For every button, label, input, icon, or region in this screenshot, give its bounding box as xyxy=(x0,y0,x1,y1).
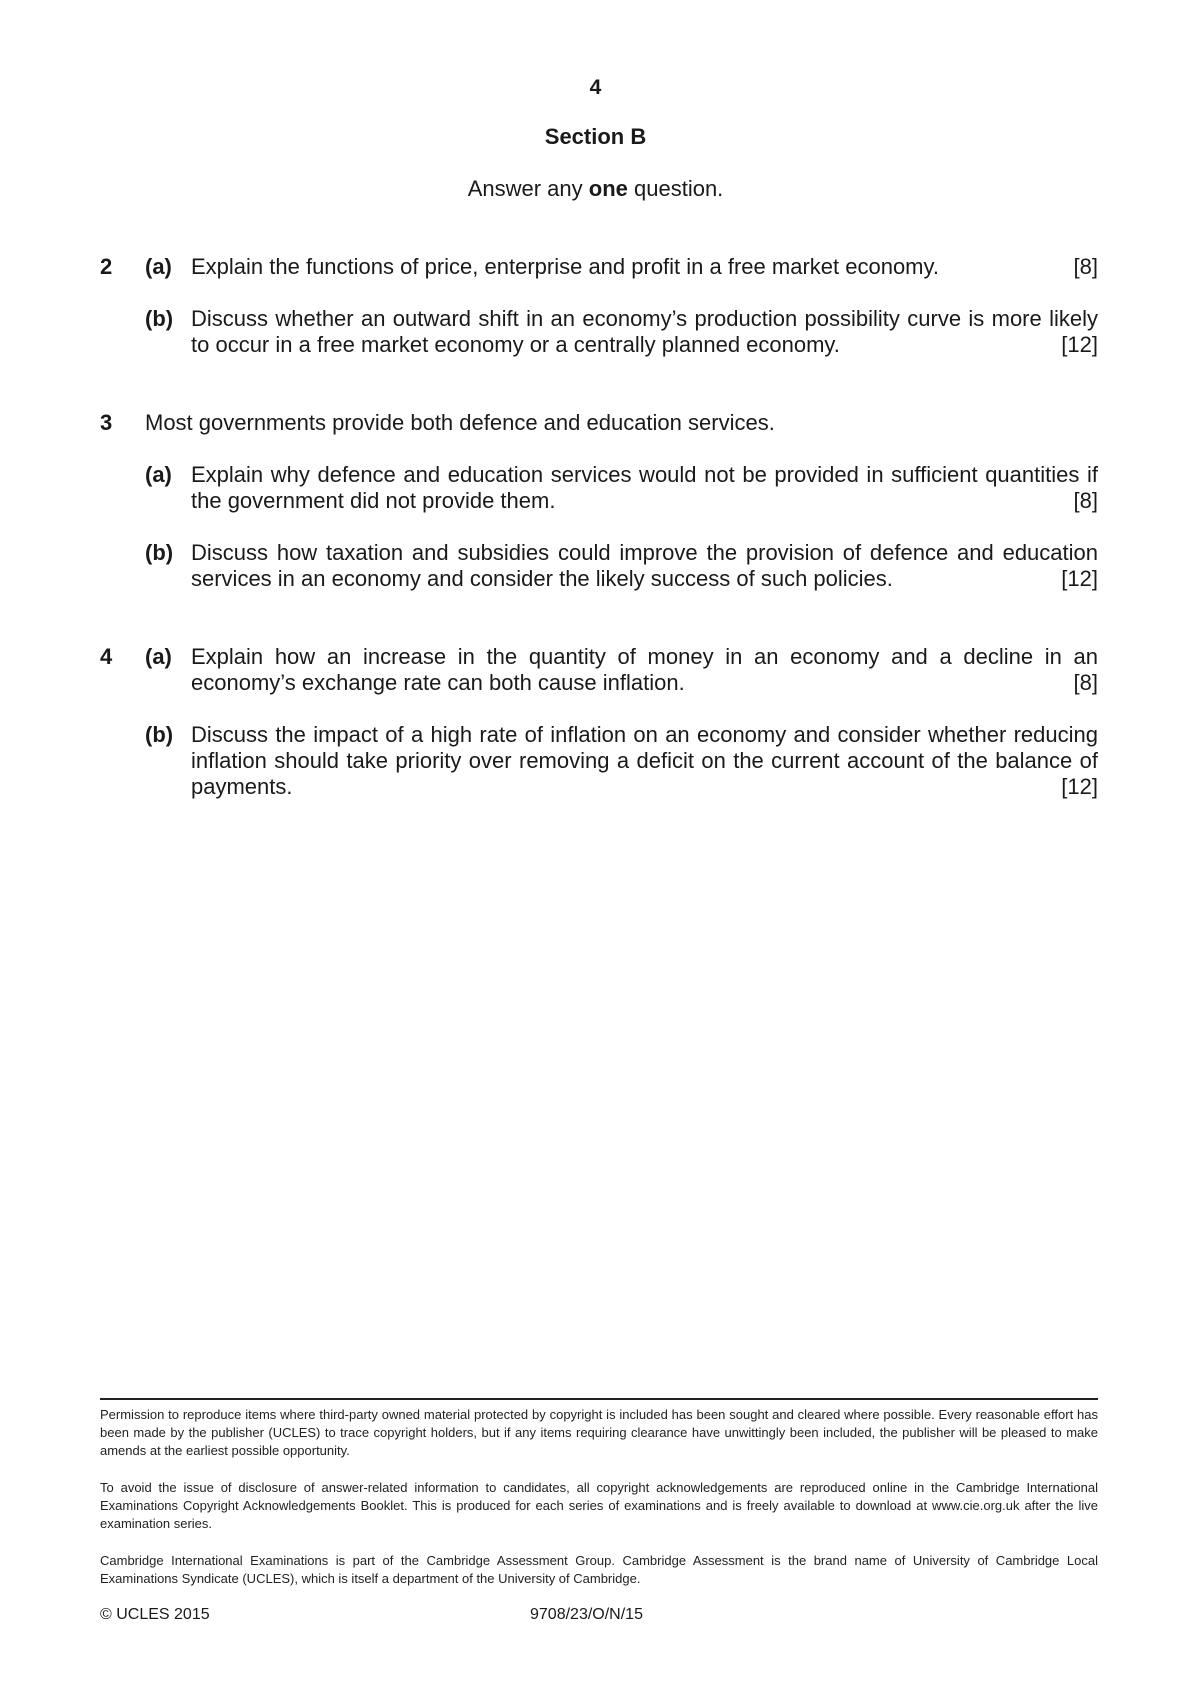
part-line: economy’s exchange rate can both cause inflation. xyxy=(191,670,685,695)
part-marks: [8] xyxy=(1073,254,1098,279)
footer-divider xyxy=(100,1398,1098,1400)
part-text xyxy=(191,462,1098,514)
part-line: Explain how an increase in the quantity of money in an economy and a decline in an xyxy=(191,644,1098,669)
paper-code: 9708/23/O/N/15 xyxy=(530,1606,643,1623)
section-title: Section B xyxy=(544,124,647,149)
disclosure-notice: To avoid the issue of disclosure of answer-related information to candidates, all copyright acknowledgements are reproduced online in the Cambridge International Examinations Copyright Acknowledgements Booklet. This is produced for each series of examinations and is freely available to download at www.cie.org.uk after the live examination series. xyxy=(100,1480,1098,1531)
question-stem: Most governments provide both defence and education services. xyxy=(145,410,775,435)
part-line: the government did not provide them. xyxy=(191,488,556,513)
part-label: (b) xyxy=(145,722,174,747)
part-marks: [8] xyxy=(1073,488,1098,513)
part-line: Discuss the impact of a high rate of inflation on an economy and consider whether reducing xyxy=(191,722,1098,747)
part-marks: [8] xyxy=(1073,670,1098,695)
instruction-after: question. xyxy=(627,176,724,201)
part-marks: [12] xyxy=(1061,566,1098,591)
part-marks: [12] xyxy=(1061,332,1098,357)
part-line: payments. xyxy=(191,774,293,799)
page-number: 4 xyxy=(589,76,602,99)
permission-notice: Permission to reproduce items where third-party owned material protected by copyright is included has been sought and cleared where possible. Every reasonable effort has been made by the publisher (UCLES) to trace copyright holders, but if any items requiring clearance have unwittingly been included, the publisher will be pleased to make amends at the earliest possible opportunity. xyxy=(100,1407,1098,1458)
cambridge-notice: Cambridge International Examinations is part of the Cambridge Assessment Group. Cambridge Assessment is the brand name of University of Cambridge Local Examinations Syndicate (UCLES), which is itself a department of the University of Cambridge. xyxy=(100,1553,1098,1586)
part-text xyxy=(191,254,1098,280)
part-label: (a) xyxy=(145,462,172,487)
instruction-before: Answer any xyxy=(467,176,589,201)
part-line: Discuss how taxation and subsidies could improve the provision of defence and education xyxy=(191,540,1098,565)
part-text xyxy=(191,644,1098,696)
part-label: (b) xyxy=(145,306,174,331)
instruction xyxy=(0,176,1191,202)
part-text xyxy=(191,722,1098,800)
question-number: 3 xyxy=(100,410,113,435)
part-line: Explain why defence and education services would not be provided in sufficient quantities if xyxy=(191,462,1098,487)
question-number: 4 xyxy=(100,644,113,669)
part-text xyxy=(191,540,1098,592)
part-line: inflation should take priority over removing a deficit on the current account of the balance of xyxy=(191,748,1098,773)
part-line: Discuss whether an outward shift in an economy’s production possibility curve is more likely xyxy=(191,306,1098,331)
part-line: to occur in a free market economy or a centrally planned economy. xyxy=(191,332,840,357)
instruction-bold: one xyxy=(588,176,628,201)
part-line: services in an economy and consider the likely success of such policies. xyxy=(191,566,893,591)
part-line: Explain the functions of price, enterprise and profit in a free market economy. xyxy=(191,254,939,279)
part-label: (a) xyxy=(145,254,172,279)
copyright-notice: © UCLES 2015 xyxy=(100,1606,210,1623)
question-number: 2 xyxy=(100,254,113,279)
part-marks: [12] xyxy=(1061,774,1098,799)
part-text xyxy=(191,306,1098,358)
part-label: (b) xyxy=(145,540,174,565)
part-label: (a) xyxy=(145,644,172,669)
